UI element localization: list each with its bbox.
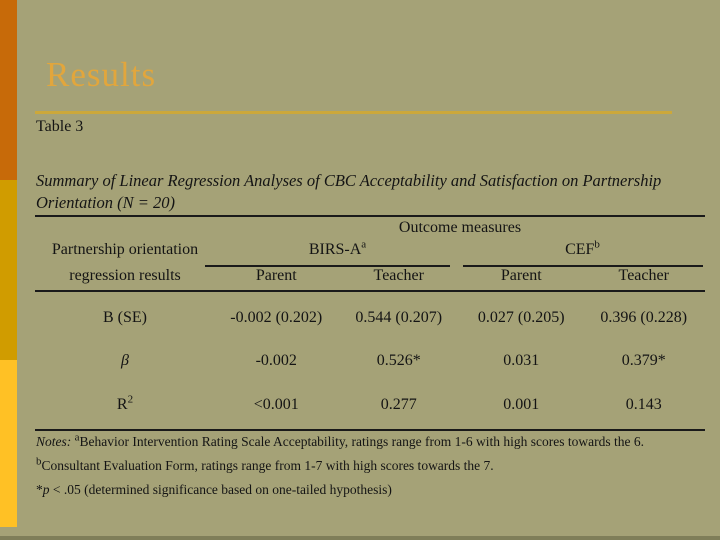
table-row-beta bbox=[35, 352, 705, 370]
table-row-r-squared bbox=[35, 393, 705, 414]
outcome-spanner-row bbox=[35, 219, 705, 237]
table-caption-line2: Orientation (N = 20) bbox=[36, 193, 176, 212]
cell-r2-birs-teacher: 0.277 bbox=[380, 396, 417, 413]
table-row-b-se bbox=[35, 309, 705, 327]
note-significance-star: * bbox=[36, 482, 43, 497]
note-a-text: Behavior Intervention Rating Scale Acceptability, ratings range from 1-6 with high scores towards the 6. bbox=[79, 434, 644, 449]
outcome-spanner-label: Outcome measures bbox=[398, 219, 522, 236]
subheader-cef-teacher: Teacher bbox=[618, 267, 669, 284]
left-accent-bar-top bbox=[0, 0, 17, 180]
stub-header-line1: Partnership orientation bbox=[51, 241, 199, 258]
cell-r2-cef-parent: 0.001 bbox=[503, 396, 540, 413]
note-b-text: Consultant Evaluation Form, ratings range from 1-7 with high scores towards the 7. bbox=[41, 458, 494, 473]
note-b bbox=[36, 455, 708, 474]
r-squared-superscript: 2 bbox=[127, 393, 134, 406]
group-header-birs-a bbox=[215, 238, 460, 259]
r-squared-base: R bbox=[116, 396, 128, 413]
left-accent-bar-bottom bbox=[0, 360, 17, 527]
note-significance-text: < .05 (determined significance based on one-tailed hypothesis) bbox=[49, 482, 392, 497]
notes-label: Notes: bbox=[36, 434, 72, 449]
group-header-birs-a-label: BIRS-A bbox=[308, 241, 362, 258]
cell-r2-cef-teacher: 0.143 bbox=[625, 396, 662, 413]
row-label-r-squared bbox=[35, 393, 215, 414]
note-significance-p: p bbox=[42, 482, 50, 497]
cell-b-se-birs-parent: -0.002 (0.202) bbox=[230, 309, 323, 326]
slide-title: Results bbox=[46, 55, 157, 94]
cell-b-se-cef-parent: 0.027 (0.205) bbox=[477, 309, 565, 326]
table-bottom-rule bbox=[35, 429, 705, 431]
row-label-b-se: B (SE) bbox=[103, 309, 147, 326]
row-label-beta: β bbox=[121, 352, 129, 369]
subheader-row bbox=[35, 267, 705, 285]
subheader-birs-parent: Parent bbox=[255, 267, 297, 284]
table-caption bbox=[36, 170, 706, 214]
title-underline-rule bbox=[35, 111, 672, 114]
header-bottom-rule bbox=[35, 290, 705, 292]
cell-beta-birs-teacher: 0.526* bbox=[376, 352, 421, 369]
cell-beta-birs-parent: -0.002 bbox=[255, 352, 297, 369]
cell-beta-cef-teacher: 0.379* bbox=[621, 352, 666, 369]
stub-header-line2: regression results bbox=[69, 267, 181, 284]
group-header-cef-label: CEF bbox=[565, 241, 595, 258]
cell-b-se-birs-teacher: 0.544 (0.207) bbox=[355, 309, 443, 326]
left-accent-bar-middle bbox=[0, 180, 17, 360]
group-header-birs-a-superscript: a bbox=[361, 238, 367, 251]
note-a-superscript: a bbox=[74, 431, 80, 444]
note-significance bbox=[36, 482, 708, 498]
table-caption-line1: Summary of Linear Regression Analyses of CBC Acceptability and Satisfaction on Partnership bbox=[36, 171, 662, 190]
table-top-rule bbox=[35, 215, 705, 217]
subheader-birs-teacher: Teacher bbox=[373, 267, 424, 284]
cell-beta-cef-parent: 0.031 bbox=[503, 352, 540, 369]
group-header-row bbox=[35, 238, 705, 259]
group-header-cef-superscript: b bbox=[594, 238, 600, 251]
subheader-cef-parent: Parent bbox=[500, 267, 542, 284]
note-b-superscript: b bbox=[36, 455, 42, 468]
table-number-label: Table 3 bbox=[36, 118, 84, 135]
note-a bbox=[36, 431, 708, 450]
cell-r2-birs-parent: <0.001 bbox=[253, 396, 299, 413]
bottom-edge-strip bbox=[0, 536, 720, 540]
group-header-cef bbox=[460, 238, 705, 259]
cell-b-se-cef-teacher: 0.396 (0.228) bbox=[600, 309, 688, 326]
